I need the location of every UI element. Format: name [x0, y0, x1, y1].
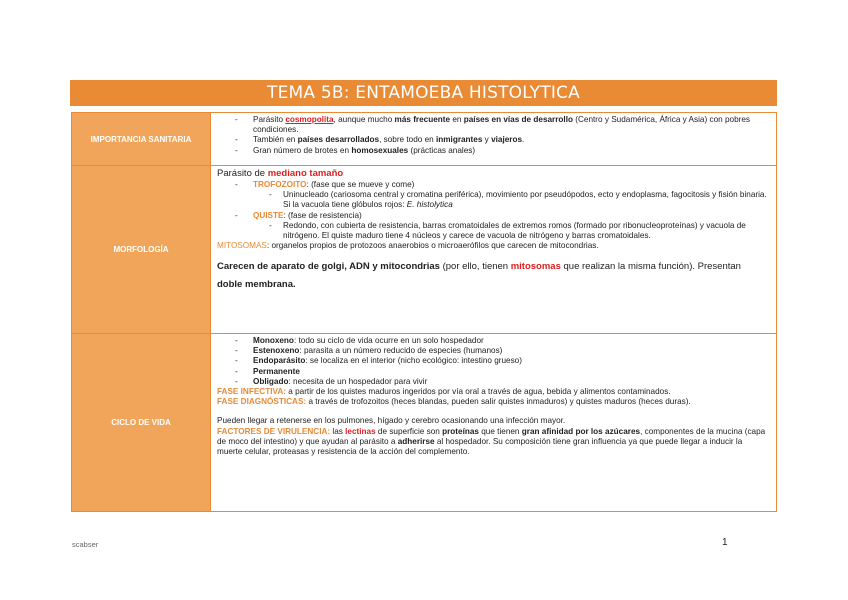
list-item: - Uninucleado (cariosoma central y cromatina periférica), movimiento por pseudópodos, ecto y endoplasma, fagocitosis y fisión binaria. Si la vacuola tiene glóbulos rojos: E. histolytica	[269, 190, 770, 210]
list-item: - Endoparásito: se localiza en el interior (nicho ecológico: intestino grueso)	[235, 356, 770, 366]
list-item: - TROFOZOITO: (fase que se mueve y come)	[235, 180, 770, 190]
footer-author: scabser	[72, 540, 99, 549]
list-item: - Redondo, con cubierta de resistencia, barras cromatoidales de extremos romos (formado por ribonucleoproteínas) y vacuola de nitrógeno. El quiste maduro tiene 4 núcleos y carece de vacuola de nitrógeno y barras cromatoidales.	[269, 221, 770, 241]
cell-importancia	[211, 113, 777, 166]
list-item: - Monoxeno: todo su ciclo de vida ocurre en un solo hospedador	[235, 336, 770, 346]
list-item: - Estenoxeno: parasita a un número reducido de especies (humanos)	[235, 346, 770, 356]
category-importancia: IMPORTANCIA SANITARIA	[72, 113, 211, 166]
row-morfologia	[72, 166, 777, 334]
page-title: TEMA 5B: ENTAMOEBA HISTOLYTICA	[70, 80, 777, 106]
content-table	[71, 112, 777, 512]
list-item: - También en países desarrollados, sobre todo en inmigrantes y viajeros.	[235, 135, 770, 145]
page-number: 1	[722, 537, 728, 548]
cell-ciclo: - Monoxeno: todo su ciclo de vida ocurre en un solo hospedador - Estenoxeno: parasita a un número reducido de especies (humanos) - Endoparásito: se localiza en el interior (nicho ecológico: intestino grueso) - Permanente - Obligado: necesita de un hospedador para vivir FASE INFECTIVA: a partir de los quistes maduros ingeridos por vía oral a través de agua, bebida y alimentos contaminados. FASE DIAGNÓSTICAS: a través de trofozoitos (heces blandas, pueden salir quistes inmaduros) y quistes maduros (heces duras). Pueden llegar a retenerse en los pulmones, hígado y cerebro ocasionando una infección mayor. FACTORES DE VIRULENCIA: las lectinas de superficie son proteínas que tienen gran afinidad por los azúcares, componentes de la mucina (capa de moco del intestino) y que ayudan al parásito a adherirse al hospedador. Su composición tiene gran influencia ya que puede llegar a inducir la muerte celular, proteasas y resistencia de la acción del complemento.	[211, 334, 777, 512]
list-item: - Permanente	[235, 367, 770, 377]
list-item: - Parásito cosmopolita, aunque mucho más frecuente en países en vías de desarrollo (Centro y Sudamérica, África y Asia) con pobres condiciones.	[235, 115, 770, 135]
row-ciclo	[72, 334, 777, 512]
list-item: - QUISTE: (fase de resistencia)	[235, 211, 770, 221]
cell-morfologia: Parásito de mediano tamaño - TROFOZOITO: (fase que se mueve y come) - Uninucleado (cariosoma central y cromatina periférica), movimiento por pseudópodos, ecto y endoplasma, fagocitosis y fisión binaria. Si la vacuola tiene glóbulos rojos: E. histolytica - QUISTE: (fase de resistencia) - Redondo, con cubierta de resistencia, barras cromatoidales de extremos romos (formado por ribonucleoproteínas) y vacuola de nitrógeno. El quiste maduro tiene 4 núcleos y carece de vacuola de nitrógeno y barras cromatoidales. MITOSOMAS: organelos propios de protozoos anaerobios o microaerófilos que carecen de mitocondrias. Carecen de aparato de golgi, ADN y mitocondrias (por ello, tienen mitosomas que realizan la misma función). Presentan doble membrana.	[211, 166, 777, 334]
category-morfologia: MORFOLOGÍA	[72, 166, 211, 334]
category-ciclo: CICLO DE VIDA	[72, 334, 211, 512]
row-importancia	[72, 113, 777, 166]
list-item: - Obligado: necesita de un hospedador para vivir	[235, 377, 770, 387]
list-item: - Gran número de brotes en homosexuales (prácticas anales)	[235, 146, 770, 156]
